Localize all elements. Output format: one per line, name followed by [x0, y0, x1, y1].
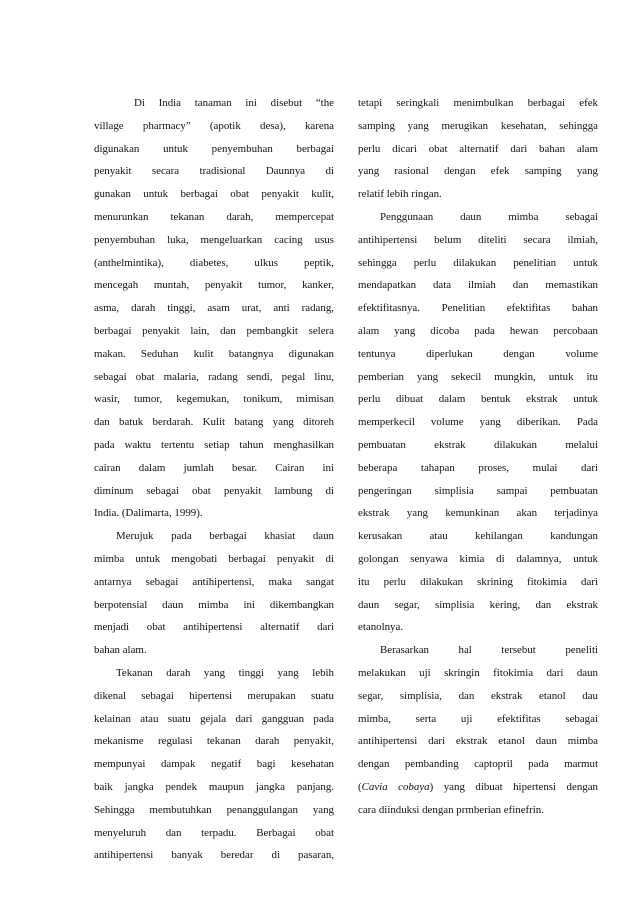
text-line: pembuatan ekstrak dilakukan melalui — [358, 438, 598, 451]
text-line: perlu dicari obat alternatif dari bahan alam — [358, 142, 598, 155]
text-line: samping yang merugikan kesehatan, sehingga — [358, 119, 598, 132]
text-line: diminum sebagai obat penyakit lambung di — [94, 484, 334, 497]
text-line: segar, simplisia, dan ekstrak etanol dau — [358, 689, 598, 702]
text-line: itu perlu dilakukan skrining fitokimia dari — [358, 575, 598, 588]
text-line: mimba, serta uji efektifitas sebagai — [358, 712, 598, 725]
text-line: India. (Dalimarta, 1999). — [94, 507, 203, 520]
text-line: mendapatkan data ilmiah dan memastikan — [358, 279, 598, 292]
text-line: antihipertensi belum diteliti secara ilmiah, — [358, 233, 598, 246]
text-line: (anthelmintika), diabetes, ulkus peptik, — [94, 256, 334, 269]
text-line: penyembuhan luka, mengeluarkan cacing usus — [94, 233, 334, 246]
text-line: berpotensial daun mimba ini dikembangkan — [94, 598, 334, 611]
text-line: menyeluruh dan terpadu. Berbagai obat — [94, 826, 334, 839]
text-line: baik jangka pendek maupun jangka panjang. — [94, 780, 334, 793]
text-line: mempunyai dampak negatif bagi kesehatan — [94, 758, 334, 771]
text-line: Di India tanaman ini disebut “the — [134, 97, 334, 109]
text-line: tentunya diperlukan dengan volume — [358, 347, 598, 360]
text-line: daun segar, simplisia kering, dan ekstrak — [358, 598, 598, 611]
left-text-column — [94, 92, 334, 867]
text-line: relatif lebih ringan. — [358, 188, 442, 201]
text-line: etanolnya. — [358, 621, 404, 634]
text-line: pada waktu tertentu setiap tahun menghasilkan — [94, 438, 334, 451]
text-line: bahan alam. — [94, 644, 147, 657]
text-line: antihipertensi banyak beredar di pasaran, — [94, 849, 334, 862]
text-line: melakukan uji skringin fitokimia dari daun — [358, 666, 598, 679]
text-line: Sehingga membutuhkan penanggulangan yang — [94, 803, 334, 816]
italic-term: Cavia cobaya — [361, 780, 430, 793]
text-line: memperkecil volume yang diberikan. Pada — [358, 416, 598, 429]
text-line: makan. Seduhan kulit batangnya digunakan — [94, 347, 334, 360]
text-line: cairan dalam jumlah besar. Cairan ini — [94, 461, 334, 474]
text-line: ekstrak yang kemunkinan akan terjadinya — [358, 507, 598, 520]
text-line: sehingga perlu dilakukan penelitian untuk — [358, 256, 598, 269]
text-line: efektifitasnya. Penelitian efektifitas bahan — [358, 302, 598, 315]
text-line: Berasarkan hal tersebut peneliti — [380, 644, 598, 657]
text-line: gunakan untuk berbagai obat penyakit kulit, — [94, 188, 334, 201]
text-line: pengeringan simplisia sampai pembuatan — [358, 484, 598, 497]
text-line: dengan pembanding captopril pada marmut — [358, 758, 598, 771]
text-line: mimba untuk mengobati berbagai penyakit di — [94, 552, 334, 565]
text-line: Penggunaan daun mimba sebagai — [380, 210, 598, 223]
text-line: pemberian yang sekecil mungkin, untuk itu — [358, 370, 598, 383]
text-line: berbagai penyakit lain, dan pembangkit selera — [94, 324, 334, 337]
text-line: kerusakan atau kehilangan kandungan — [358, 530, 598, 543]
text-line: Tekanan darah yang tinggi yang lebih — [116, 666, 334, 679]
text-line: asma, darah tinggi, asam urat, anti radang, — [94, 302, 334, 315]
text-line: wasir, tumor, kegemukan, tonikum, mimisan — [94, 393, 334, 406]
text-line: Merujuk pada berbagai khasiat daun — [116, 530, 334, 543]
text-line: yang rasional dengan efek samping yang — [358, 165, 598, 178]
text-line: menjadi obat antihipertensi alternatif dari — [94, 621, 334, 634]
text-line: dan batuk berdarah. Kulit batang yang ditoreh — [94, 416, 334, 429]
text-line: golongan senyawa kimia di dalamnya, untuk — [358, 552, 598, 565]
text-line: (Cavia cobaya) yang dibuat hipertensi dengan — [358, 780, 598, 793]
text-line: beberapa tahapan proses, mulai dari — [358, 461, 598, 474]
text-line: sebagai obat malaria, radang sendi, pegal linu, — [94, 370, 334, 383]
text-line: tetapi seringkali menimbulkan berbagai efek — [358, 97, 598, 109]
text-line: perlu dibuat dalam bentuk ekstrak untuk — [358, 393, 598, 406]
text-line: mencegah muntah, penyakit tumor, kanker, — [94, 279, 334, 292]
text-line: alam yang dicoba pada hewan percobaan — [358, 324, 598, 337]
text-line: mekanisme regulasi tekanan darah penyakit, — [94, 735, 334, 748]
right-text-column — [358, 92, 598, 822]
text-line: digunakan untuk penyembuhan berbagai — [94, 142, 334, 155]
text-line: dikenal sebagai hipertensi merupakan suatu — [94, 689, 334, 702]
text-line: village pharmacy” (apotik desa), karena — [94, 119, 334, 132]
text-line: penyakit secara tradisional Daunnya di — [94, 165, 334, 178]
text-line: menurunkan tekanan darah, mempercepat — [94, 210, 334, 223]
text-line: cara diinduksi dengan prmberian efinefrin. — [358, 803, 544, 816]
text-line: kelainan atau suatu gejala dari gangguan pada — [94, 712, 334, 725]
text-line: antarnya sebagai antihipertensi, maka sangat — [94, 575, 334, 588]
text-line: antihipertensi dari ekstrak etanol daun mimba — [358, 735, 598, 748]
